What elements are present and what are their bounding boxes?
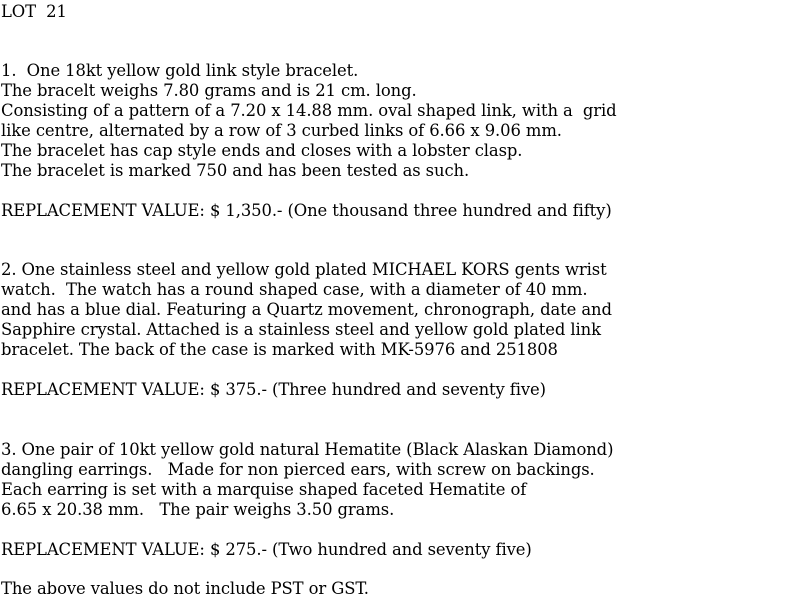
item-3-line-4: 6.65 x 20.38 mm. The pair weighs 3.50 grams. — [1, 500, 395, 519]
item-3-replacement-value: REPLACEMENT VALUE: $ 275.- (Two hundred and seventy five) — [1, 540, 532, 559]
item-1-line-4: like centre, alternated by a row of 3 curbed links of 6.66 x 9.06 mm. — [1, 121, 562, 140]
item-1-line-6: The bracelet is marked 750 and has been tested as such. — [1, 161, 470, 180]
item-2-line-1: 2. One stainless steel and yellow gold plated MICHAEL KORS gents wrist — [1, 260, 607, 279]
item-1-line-5: The bracelet has cap style ends and closes with a lobster clasp. — [1, 141, 523, 160]
item-1-line-1: 1. One 18kt yellow gold link style bracelet. — [1, 61, 359, 80]
footer-note: The above values do not include PST or GST. — [1, 579, 369, 598]
lot-title: LOT 21 — [1, 2, 67, 21]
item-2-replacement-value: REPLACEMENT VALUE: $ 375.- (Three hundred and seventy five) — [1, 380, 546, 399]
item-3-line-2: dangling earrings. Made for non pierced ears, with screw on backings. — [1, 460, 595, 479]
item-2-line-4: Sapphire crystal. Attached is a stainless steel and yellow gold plated link — [1, 320, 601, 339]
item-1-line-3: Consisting of a pattern of a 7.20 x 14.88 mm. oval shaped link, with a grid — [1, 101, 617, 120]
item-2-line-2: watch. The watch has a round shaped case, with a diameter of 40 mm. — [1, 280, 588, 299]
item-3-line-3: Each earring is set with a marquise shaped faceted Hematite of — [1, 480, 527, 499]
item-1-line-2: The bracelt weighs 7.80 grams and is 21 cm. long. — [1, 81, 417, 100]
item-2-line-5: bracelet. The back of the case is marked with MK-5976 and 251808 — [1, 340, 558, 359]
item-2-line-3: and has a blue dial. Featuring a Quartz movement, chronograph, date and — [1, 300, 612, 319]
item-1-replacement-value: REPLACEMENT VALUE: $ 1,350.- (One thousand three hundred and fifty) — [1, 201, 612, 220]
item-3-line-1: 3. One pair of 10kt yellow gold natural Hematite (Black Alaskan Diamond) — [1, 440, 614, 459]
